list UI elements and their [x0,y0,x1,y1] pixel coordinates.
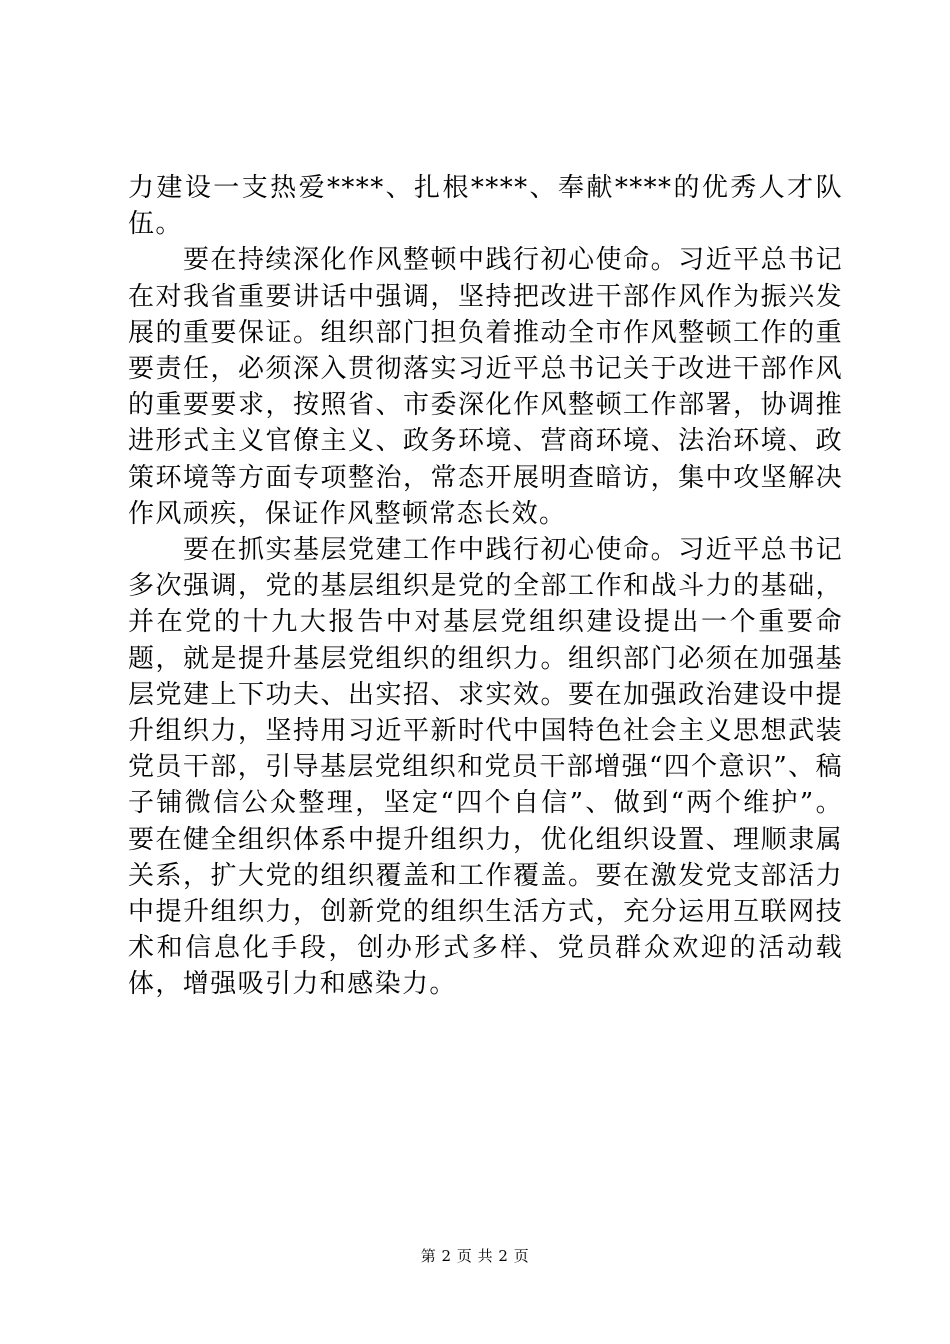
paragraph-continuation: 力建设一支热爱****、扎根****、奉献****的优秀人才队伍。 [128,173,843,240]
page-footer: 第 2 页 共 2 页 [420,1247,530,1265]
paragraph-party-building: 要在抓实基层党建工作中践行初心使命。习近平总书记多次强调，党的基层组织是党的全部工作和战斗力的基础，并在党的十九大报告中对基层党组织建设提出一个重要命题，就是提升基层党组织的组织力。组织部门必须在加强基层党建上下功夫、出实招、求实效。要在加强政治建设中提升组织力，坚持用习近平新时代中国特色社会主义思想武装党员干部，引导基层党组织和党员干部增强“四个意识”、稿子铺微信公众整理，坚定“四个自信”、做到“两个维护”。要在健全组织体系中提升组织力，优化组织设置、理顺隶属关系，扩大党的组织覆盖和工作覆盖。要在激发党支部活力中提升组织力，创新党的组织生活方式，充分运用互联网技术和信息化手段，创办形式多样、党员群众欢迎的活动载体，增强吸引力和感染力。 [128,535,843,1000]
document-body [128,170,843,1003]
paragraph-work-style: 要在持续深化作风整顿中践行初心使命。习近平总书记在对我省重要讲话中强调，坚持把改进干部作风作为振兴发展的重要保证。组织部门担负着推动全市作风整顿工作的重要责任，必须深入贯彻落实习近平总书记关于改进干部作风的重要要求，按照省、市委深化作风整顿工作部署，协调推进形式主义官僚主义、政务环境、营商环境、法治环境、政策环境等方面专项整治，常态开展明查暗访，集中攻坚解决作风顽疾，保证作风整顿常态长效。 [128,245,843,529]
